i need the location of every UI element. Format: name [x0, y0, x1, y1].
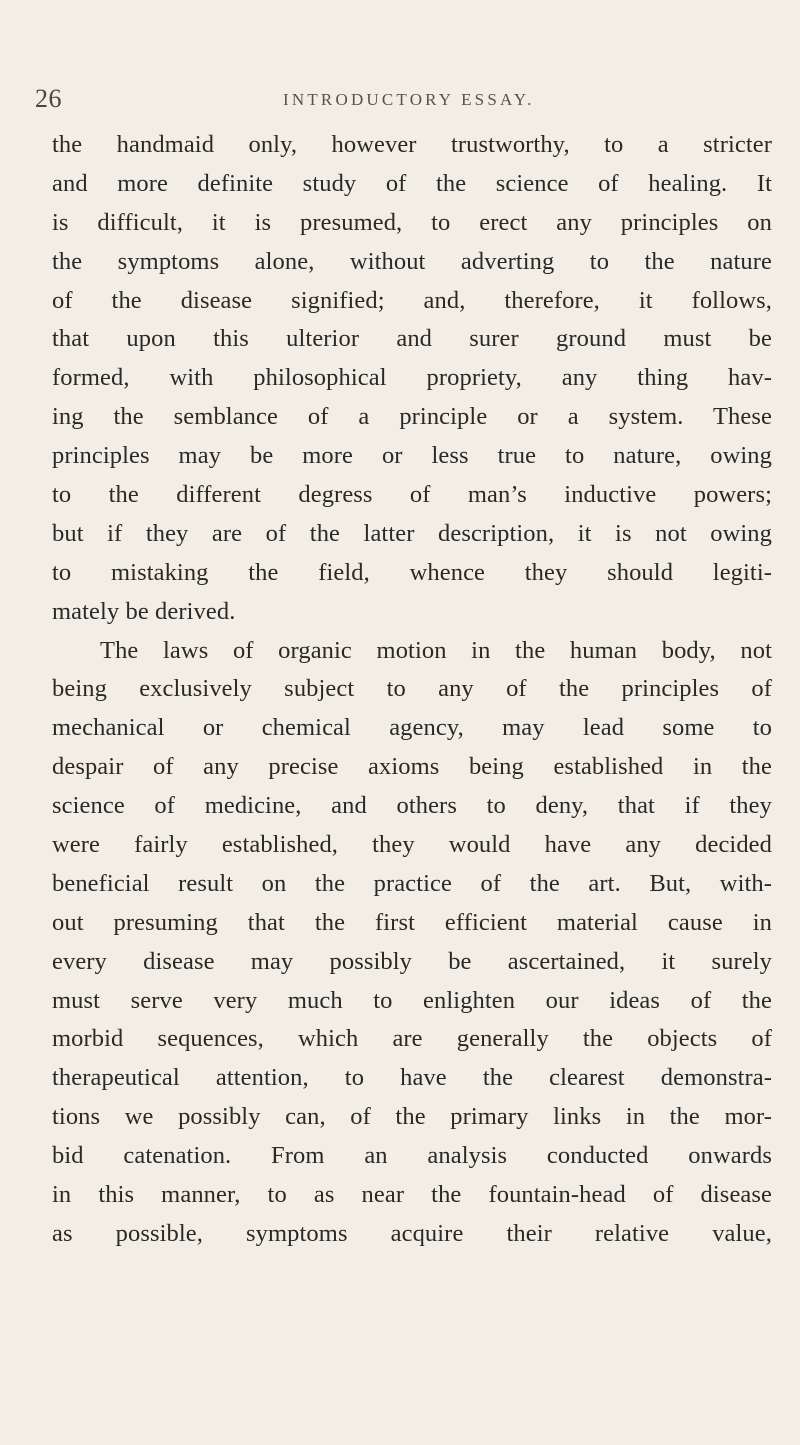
text-line: out presuming that the first efficient material cause in [52, 908, 772, 936]
text-line: to the different degress of man’s inductive powers; [52, 481, 772, 509]
running-head: INTRODUCTORY ESSAY. [283, 90, 535, 109]
text-line: is difficult, it is presumed, to erect any principles on [52, 208, 772, 236]
text-line: principles may be more or less true to nature, owing [52, 442, 772, 470]
text-line: the handmaid only, however trustworthy, to a stricter [52, 131, 772, 158]
text-line: to mistaking the field, whence they should legiti- [52, 558, 772, 586]
paragraph-end-line: mately be derived. [52, 597, 236, 625]
body-text [52, 126, 772, 1254]
text-line: that upon this ulterior and surer ground must be [52, 325, 772, 353]
text-line: formed, with philosophical propriety, any thing hav- [52, 364, 772, 392]
text-line: despair of any precise axioms being established in the [52, 753, 772, 781]
text-line: as possible, symptoms acquire their relative value, [52, 1219, 772, 1247]
text-line: beneficial result on the practice of the art. But, with- [52, 869, 772, 897]
text-line: tions we possibly can, of the primary links in the mor- [52, 1103, 772, 1131]
text-line: were fairly established, they would have any decided [52, 831, 772, 859]
paragraph-start-line: The laws of organic motion in the human body, not [100, 636, 772, 664]
text-line: being exclusively subject to any of the principles of [52, 675, 772, 703]
text-line: bid catenation. From an analysis conducted onwards [52, 1142, 772, 1170]
text-line: must serve very much to enlighten our ideas of the [52, 986, 772, 1014]
text-line: but if they are of the latter description, it is not owing [52, 519, 772, 547]
text-line: in this manner, to as near the fountain-head of disease [52, 1181, 772, 1209]
text-line: science of medicine, and others to deny, that if they [52, 792, 772, 820]
text-line: and more definite study of the science of healing. It [52, 169, 772, 197]
page-number: 26 [35, 84, 62, 113]
text-line: mechanical or chemical agency, may lead some to [52, 714, 772, 742]
text-line: morbid sequences, which are generally the objects of [52, 1025, 772, 1053]
text-line: every disease may possibly be ascertained, it surely [52, 947, 772, 975]
page-header [0, 84, 800, 124]
text-line: ing the semblance of a principle or a system. These [52, 403, 772, 431]
text-line: therapeutical attention, to have the clearest demonstra- [52, 1064, 772, 1092]
text-line: the symptoms alone, without adverting to the nature [52, 247, 772, 275]
text-line: of the disease signified; and, therefore, it follows, [52, 286, 772, 314]
